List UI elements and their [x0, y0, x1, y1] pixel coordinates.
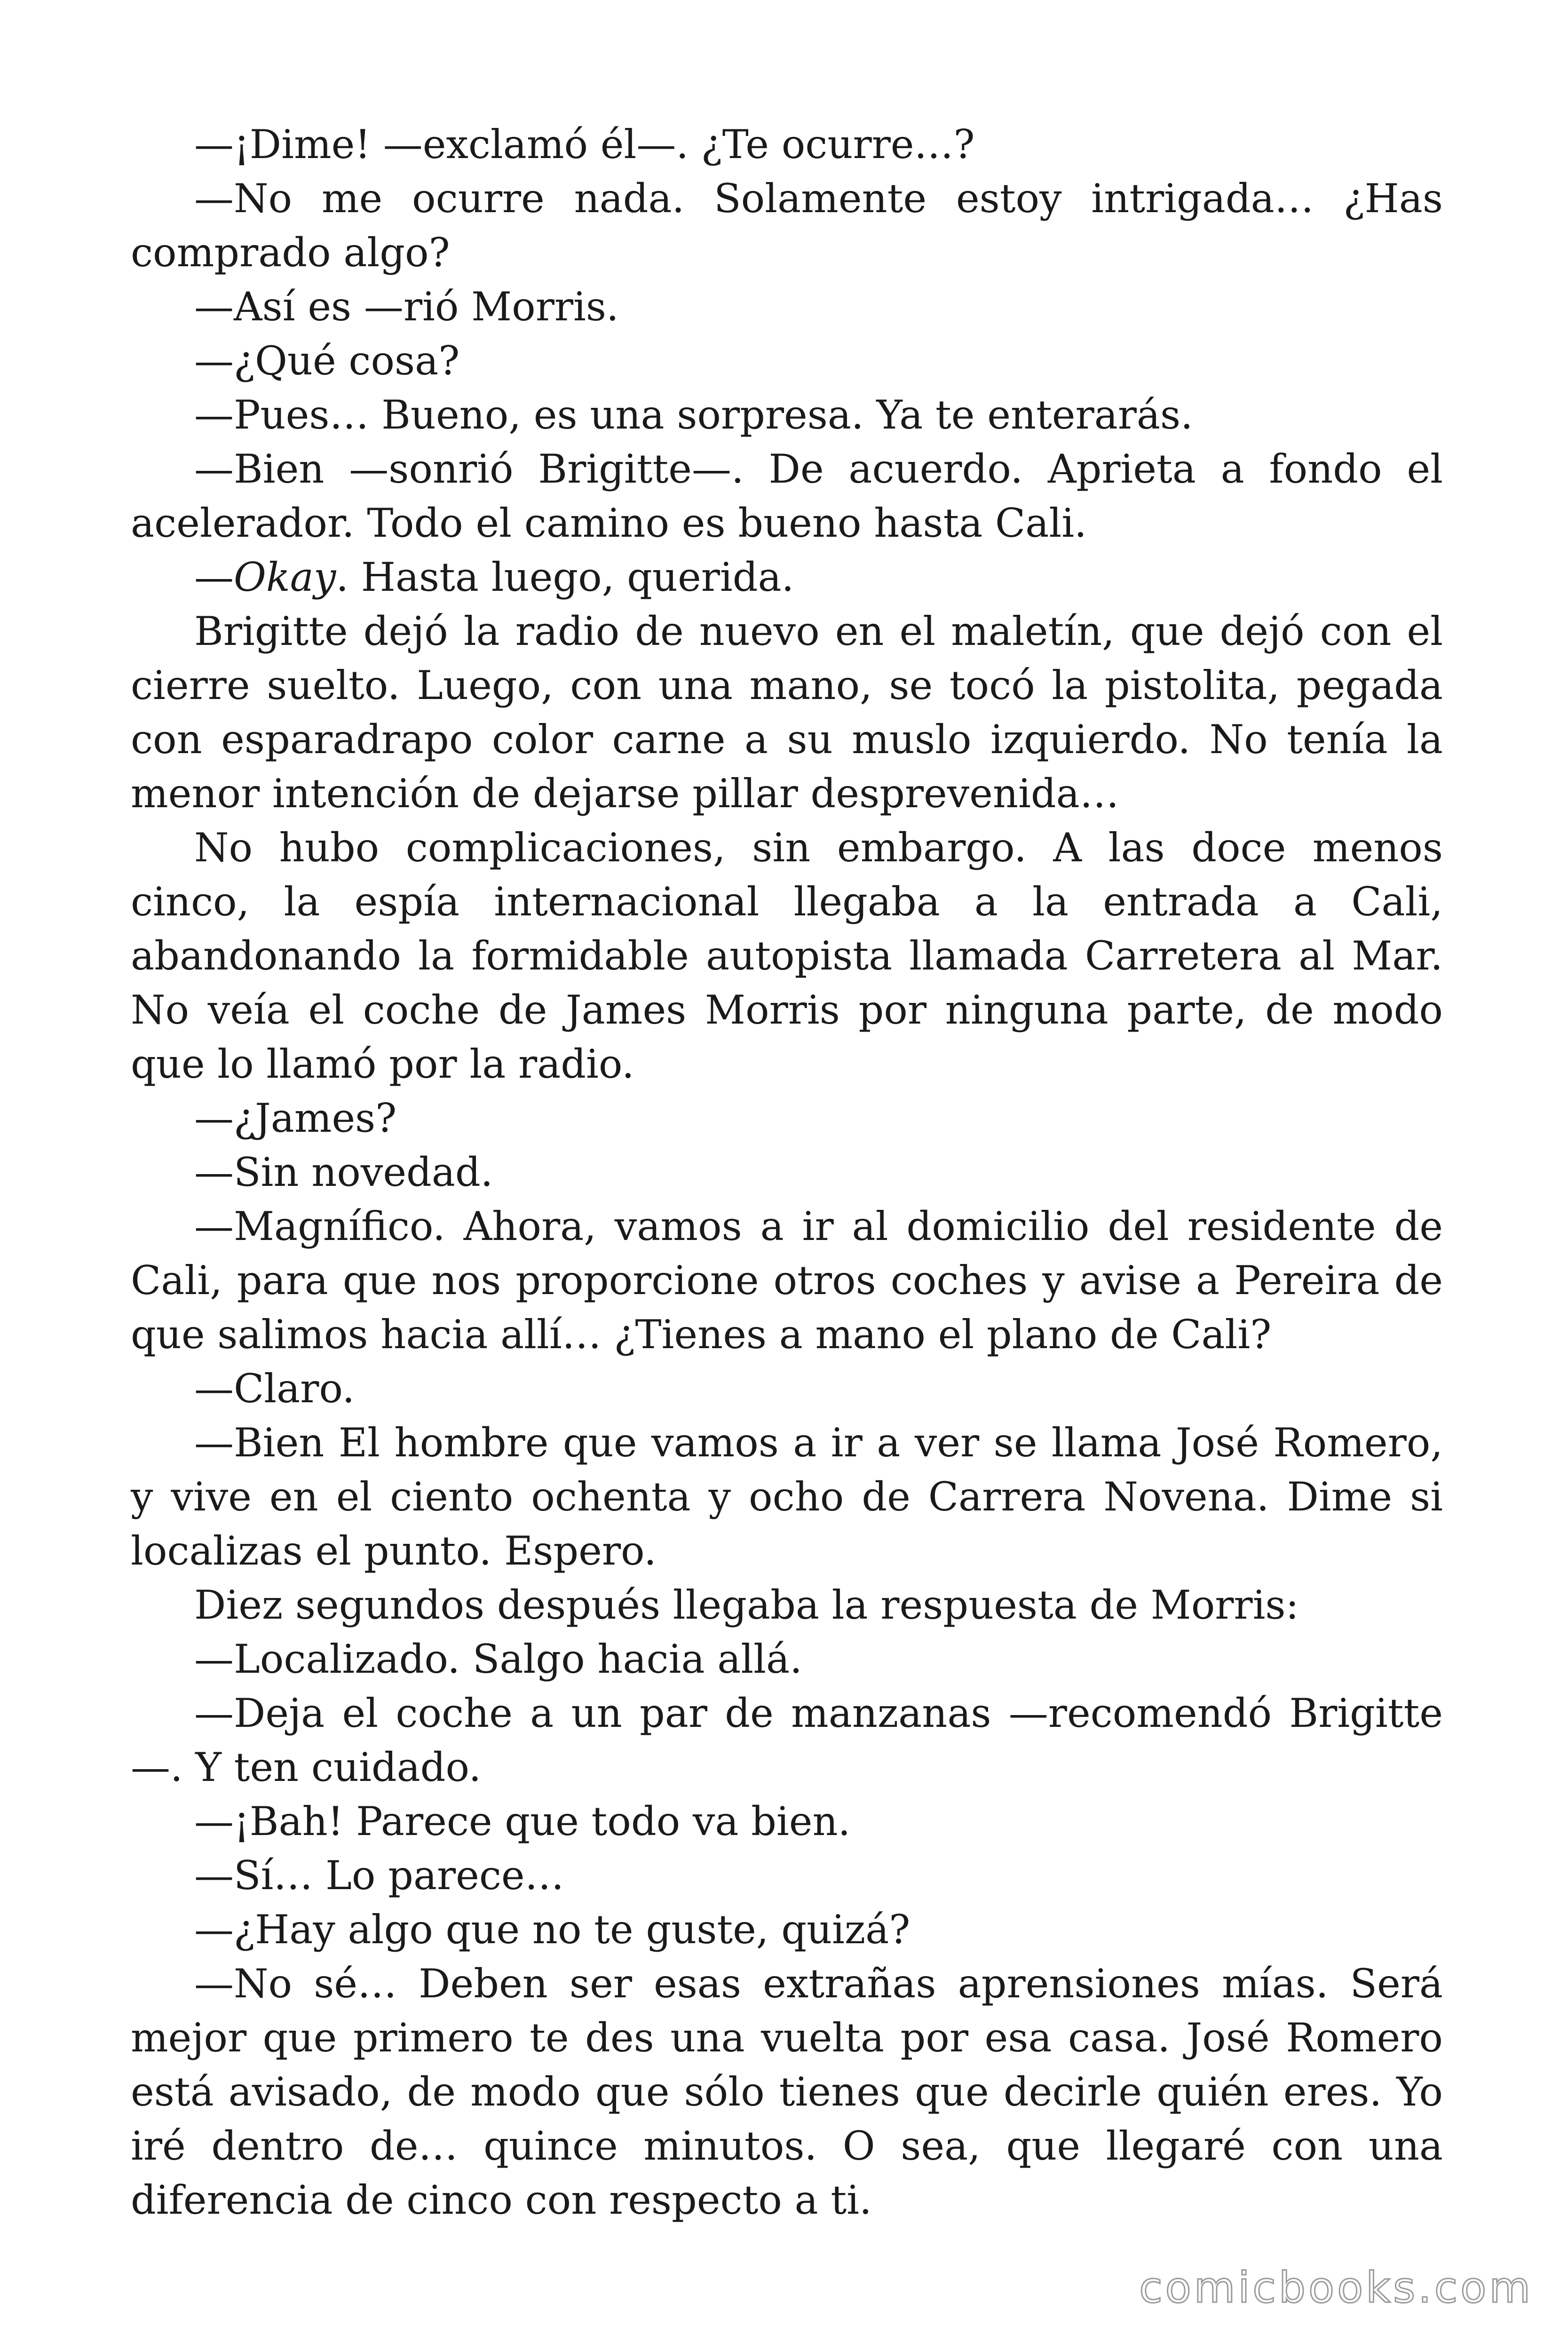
paragraph: —Localizado. Salgo hacia allá. — [194, 1636, 802, 1682]
paragraph: —Pues… Bueno, es una sorpresa. Ya te enterarás. — [194, 392, 1193, 438]
paragraph: —Deja el coche a un par de manzanas —recomendó Brigitte—. Y ten cuidado. — [131, 1690, 1443, 1790]
paragraph: Brigitte dejó la radio de nuevo en el maletín, que dejó con el cierre suelto. Luego, con una mano, se tocó la pistolita, pegada con esparadrapo color carne a su muslo izquierdo. No tenía la menor intención de dejarse pillar desprevenida… — [131, 608, 1443, 817]
paragraph: —¡Bah! Parece que todo va bien. — [194, 1798, 851, 1844]
paragraph: —Claro. — [194, 1366, 355, 1412]
paragraph: No hubo complicaciones, sin embargo. A las doce menos cinco, la espía internacional llegaba a la entrada a Cali, abandonando la formidable autopista llamada Carretera al Mar. No veía el coche de James Morris por ninguna parte, de modo que lo llamó por la radio. — [131, 825, 1443, 1087]
page-text — [131, 118, 1443, 2223]
paragraph: —¿Hay algo que no te guste, quizá? — [194, 1907, 911, 1953]
emphasis: Okay — [234, 554, 336, 600]
paragraph: —Sin novedad. — [194, 1149, 493, 1195]
paragraph: —Magnífico. Ahora, vamos a ir al domicilio del residente de Cali, para que nos proporcione otros coches y avise a Pereira de que salimos hacia allí… ¿Tienes a mano el plano de Cali? — [131, 1203, 1443, 1358]
paragraph: —Bien —sonrió Brigitte—. De acuerdo. Aprieta a fondo el acelerador. Todo el camino es bueno hasta Cali. — [131, 446, 1443, 546]
watermark: comicbooks.com — [1139, 2263, 1533, 2312]
paragraph: —Sí… Lo parece… — [194, 1852, 564, 1899]
paragraph: —Okay. Hasta luego, querida. — [194, 554, 794, 600]
paragraph: —Bien El hombre que vamos a ir a ver se llama José Romero, y vive en el ciento ochenta y ocho de Carrera Novena. Dime si localizas el punto. Espero. — [131, 1420, 1443, 1574]
paragraph: Diez segundos después llegaba la respuesta de Morris: — [194, 1582, 1299, 1628]
paragraph: —¡Dime! —exclamó él—. ¿Te ocurre…? — [194, 121, 975, 167]
paragraph: —¿Qué cosa? — [194, 338, 460, 384]
paragraph: —Así es —rió Morris. — [194, 284, 619, 330]
paragraph: —No me ocurre nada. Solamente estoy intrigada… ¿Has comprado algo? — [131, 175, 1443, 276]
paragraph: —¿James? — [194, 1095, 397, 1141]
paragraph: —No sé… Deben ser esas extrañas aprensiones mías. Será mejor que primero te des una vuelta por esa casa. José Romero está avisado, de modo que sólo tienes que decirle quién eres. Yo iré dentro de… quince minutos. O sea, que llegaré con una diferencia de cinco con respecto a ti. — [131, 1961, 1443, 2223]
